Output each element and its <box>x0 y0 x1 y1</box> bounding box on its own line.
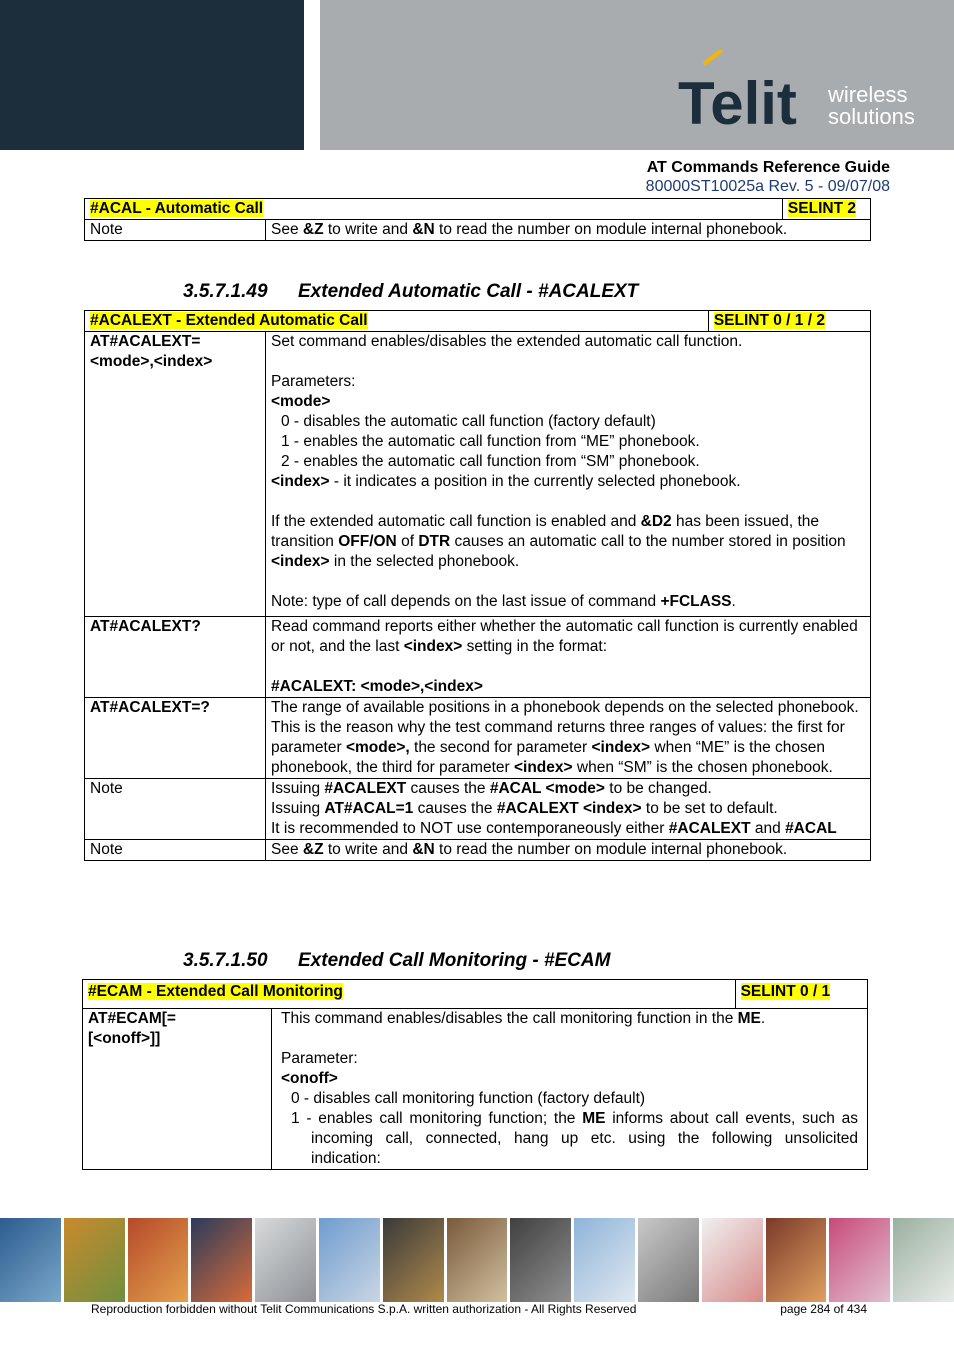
footer-copyright: Reproduction forbidden without Telit Communications S.p.A. written authorization - All Rights Reserved <box>91 1302 637 1316</box>
command-cell: AT#ACALEXT? <box>85 617 266 698</box>
table-row <box>85 617 871 698</box>
photo-train-image <box>128 1218 189 1302</box>
selint-badge: SELINT 0 / 1 / 2 <box>713 312 825 329</box>
photo-meter-image <box>510 1218 571 1302</box>
row-label: Note <box>85 220 266 241</box>
section-number: 3.5.7.1.49 <box>183 281 268 302</box>
photo-crowd-image <box>829 1218 890 1302</box>
command-cell: AT#ACALEXT= <mode>,<index> <box>85 332 266 617</box>
logo-sub2: solutions <box>828 104 915 129</box>
section-number: 3.5.7.1.50 <box>183 950 268 971</box>
photo-road-image <box>0 1218 61 1302</box>
table-row <box>85 698 871 779</box>
photo-people-image <box>766 1218 827 1302</box>
table-header-row <box>85 311 871 332</box>
section-title: Extended Call Monitoring - #ECAM <box>298 950 611 971</box>
table-row <box>85 220 871 241</box>
description-cell: This command enables/disables the call monitoring function in the ME. Parameter: <onoff> 0 - disables call monitoring function (factory default) 1 - enables call monitoring function; the ME informs about call events, such as incoming call, connected, hang up etc. using the following unsolicited indication: <box>272 1009 868 1170</box>
command-cell: AT#ECAM[= [<onoff>]] <box>83 1009 272 1170</box>
section-heading-ecam <box>183 950 610 972</box>
guide-revision: 80000ST10025a Rev. 5 - 09/07/08 <box>645 178 890 195</box>
photo-phonebooth-image <box>64 1218 125 1302</box>
command-cell: AT#ACALEXT=? <box>85 698 266 779</box>
table-row <box>83 1009 868 1170</box>
table-row <box>85 840 871 861</box>
row-content: See &Z to write and &N to read the number on module internal phonebook. <box>266 220 871 241</box>
selint-badge: SELINT 2 <box>787 200 856 217</box>
ecam-table <box>82 979 868 1170</box>
table-title: #ACAL - Automatic Call <box>90 200 264 217</box>
description-cell: See &Z to write and &N to read the number on module internal phonebook. <box>266 840 871 861</box>
table-row <box>85 779 871 840</box>
page-number: page 284 of 434 <box>780 1302 867 1316</box>
logo-text: Telit <box>678 70 797 130</box>
acalext-table <box>84 310 871 861</box>
description-cell: Issuing #ACALEXT causes the #ACAL <mode> to be changed. Issuing AT#ACAL=1 causes the #ACALEXT <index> to be set to default. It is recommended to NOT use contemporaneously either #ACALEXT and #ACAL <box>266 779 871 840</box>
photo-laser-image <box>702 1218 763 1302</box>
photo-keyboard-image <box>255 1218 316 1302</box>
photo-windmill-image <box>574 1218 635 1302</box>
section-heading-acalext <box>183 281 638 303</box>
description-cell: Set command enables/disables the extended automatic call function. Parameters: <mode> 0 - disables the automatic call function (factory default) 1 - enables the automatic call function from “ME” phonebook. 2 - enables the automatic call function from “SM” phonebook. <index> - it indicates a position in the currently selected phonebook. If the extended automatic call function is enabled and &D2 has been issued, the transition OFF/ON of DTR causes an automatic call to the number stored in position <index> in the selected phonebook. Note: type of call depends on the last issue of command +FCLASS. <box>266 332 871 617</box>
photo-card-image <box>383 1218 444 1302</box>
table-title: #ECAM - Extended Call Monitoring <box>88 983 343 1000</box>
photo-clock-display-image <box>191 1218 252 1302</box>
row-label: Note <box>85 840 266 861</box>
description-cell: Read command reports either whether the automatic call function is currently enabled or not, and the last <index> setting in the format: #ACALEXT: <mode>,<index> <box>266 617 871 698</box>
guide-title: AT Commands Reference Guide <box>646 159 890 176</box>
logo-sub1: wireless <box>828 82 908 107</box>
row-label: Note <box>85 779 266 840</box>
section-title: Extended Automatic Call - #ACALEXT <box>298 281 639 302</box>
selint-badge: SELINT 0 / 1 <box>740 983 831 1000</box>
table-header-row <box>83 980 868 1009</box>
table-title: #ACALEXT - Extended Automatic Call <box>90 312 368 329</box>
footer <box>91 1302 867 1316</box>
acal-table <box>84 198 871 241</box>
table-header-row <box>85 199 871 220</box>
footer-photo-strip <box>0 1218 954 1302</box>
table-row <box>85 332 871 617</box>
photo-gauge-image <box>638 1218 699 1302</box>
description-cell: The range of available positions in a phonebook depends on the selected phonebook. This is the reason why the test command returns three ranges of values: the first for parameter <mode>, the second for parameter <index> when “ME” is the chosen phonebook, the third for parameter <index> when “SM” is the chosen phonebook. <box>266 698 871 779</box>
photo-camera-image <box>893 1218 954 1302</box>
telit-logo <box>678 50 928 130</box>
header-dark-panel <box>0 0 304 150</box>
photo-vending-image <box>447 1218 508 1302</box>
photo-cyclist-image <box>319 1218 380 1302</box>
